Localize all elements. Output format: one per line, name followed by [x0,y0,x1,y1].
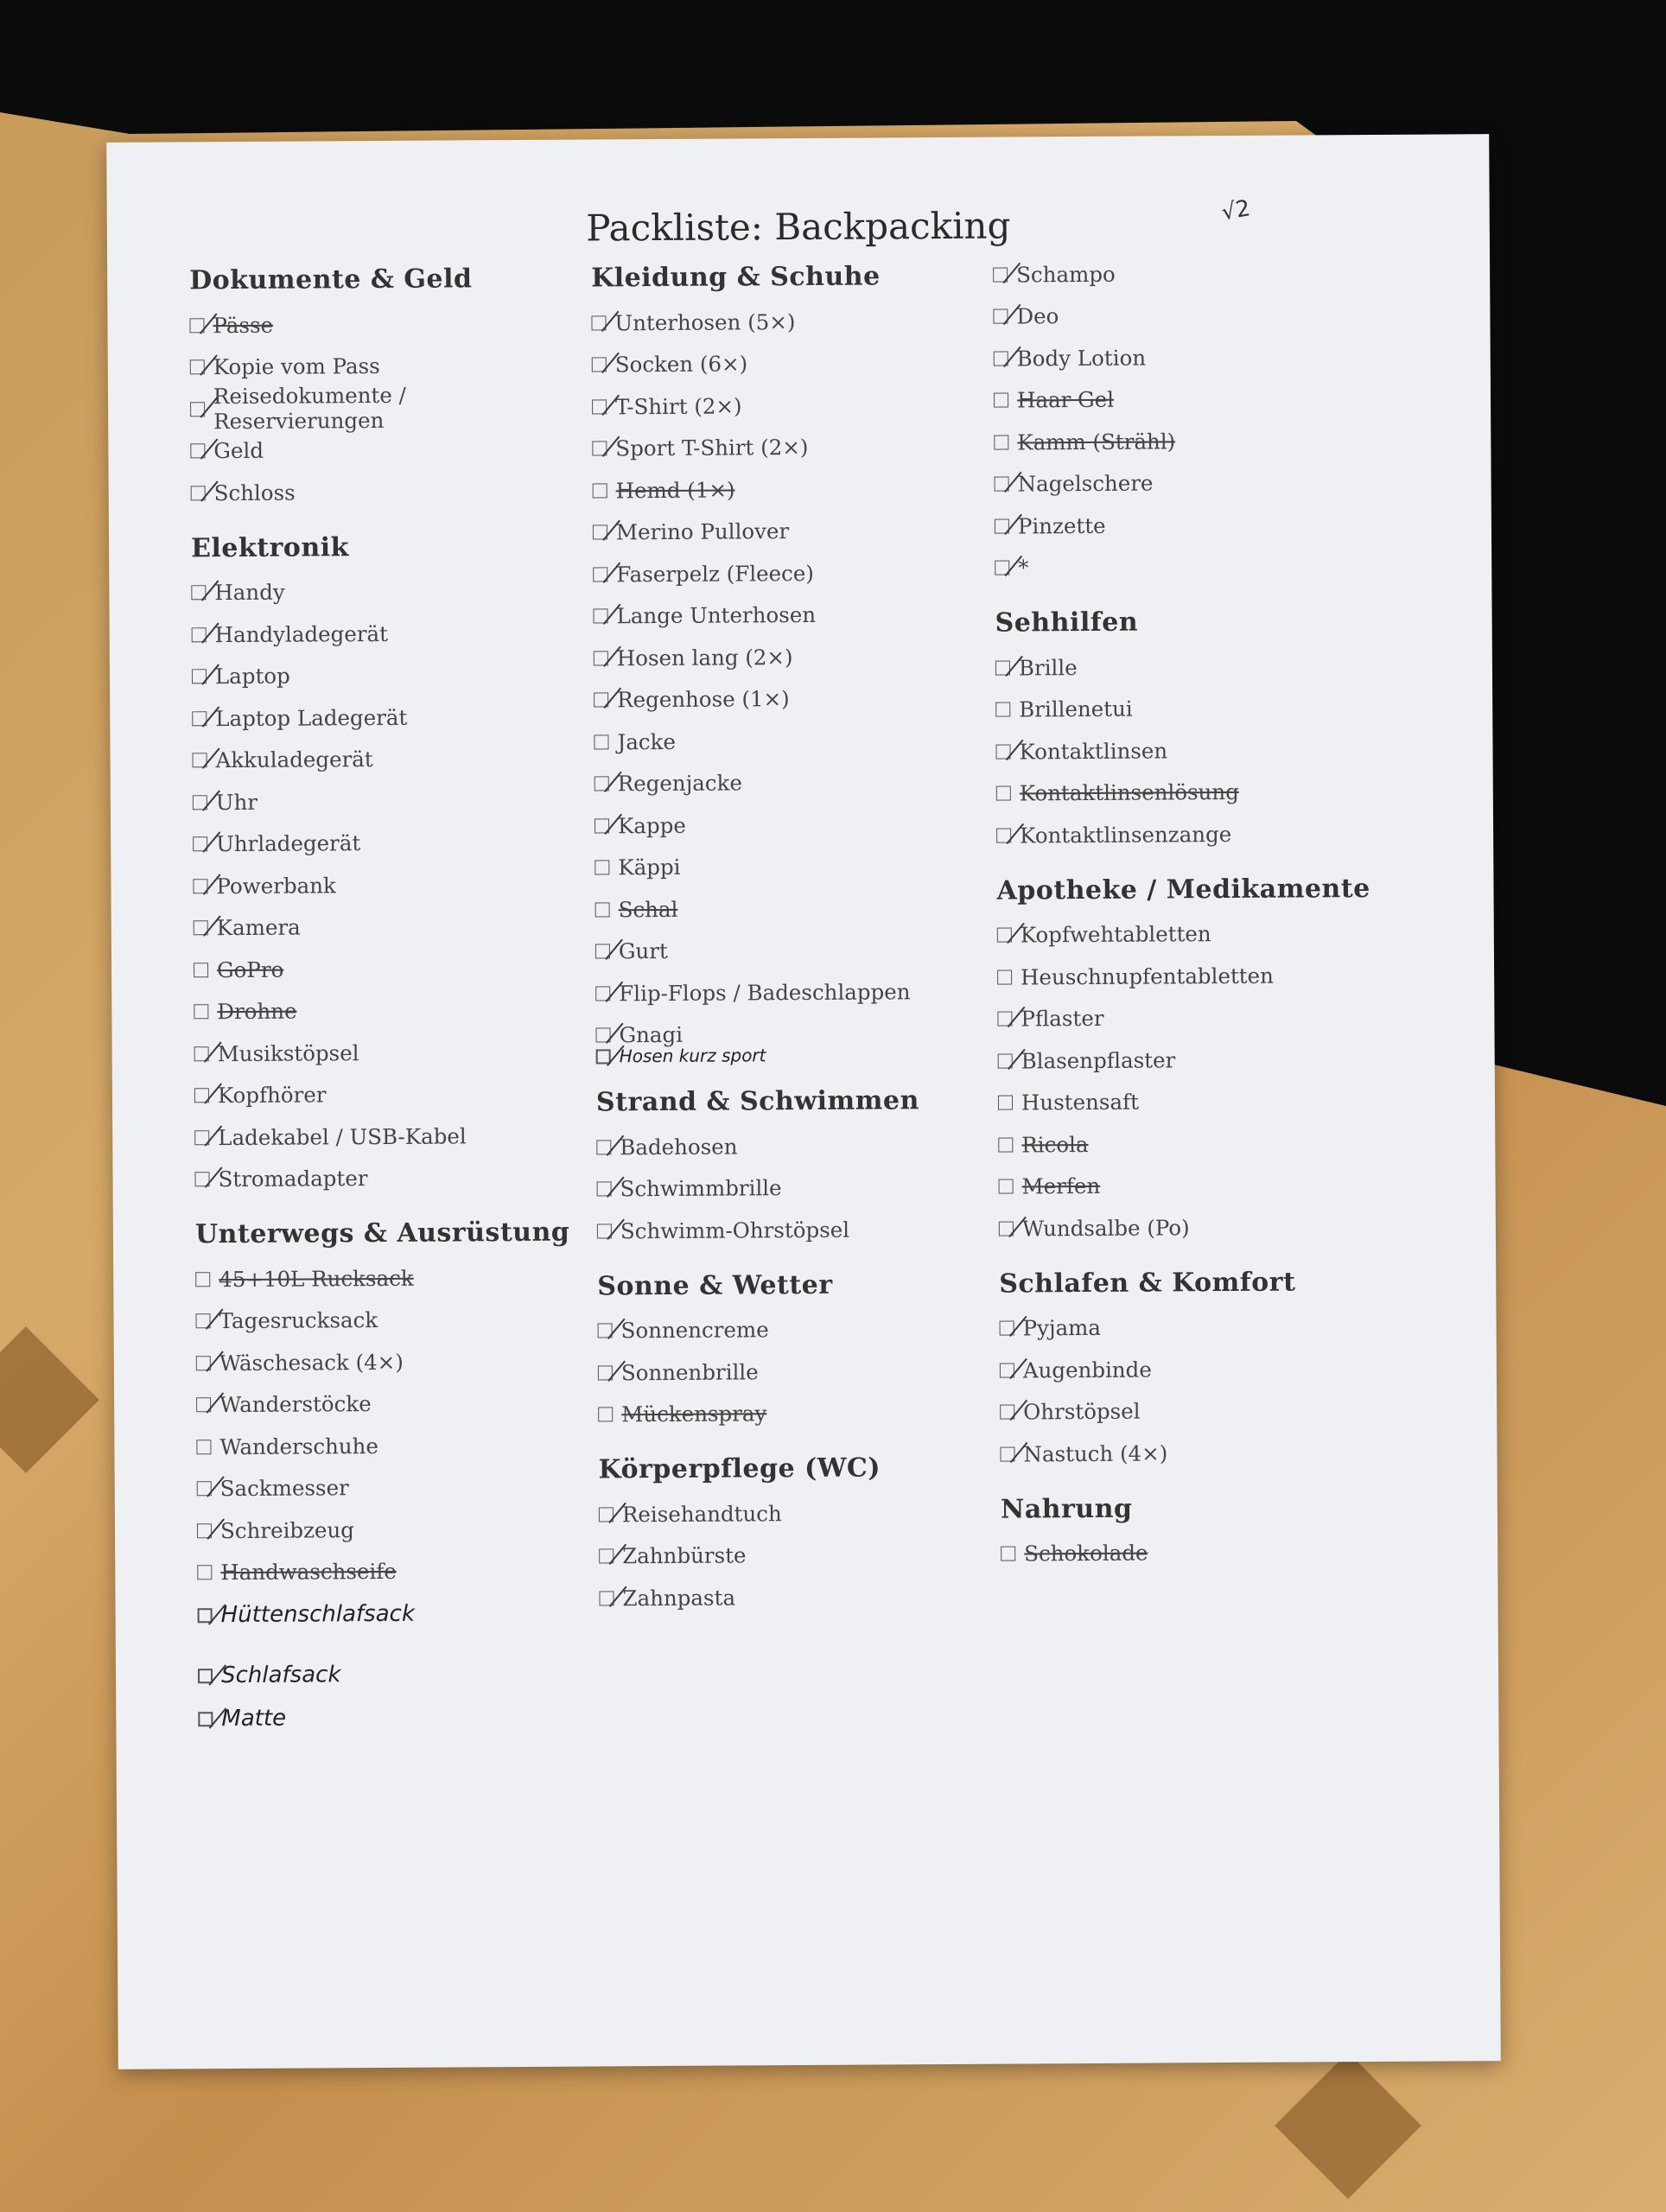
checklist-section [996,873,1431,1249]
checkbox[interactable] [193,836,207,851]
item-label: Kontaktlinsen [1019,738,1168,765]
checklist-item[interactable] [998,1038,1430,1083]
checkbox[interactable] [198,1712,213,1726]
item-label: Handwaschseife [220,1559,397,1586]
checklist-item[interactable] [998,1079,1430,1124]
checkbox[interactable] [591,315,606,330]
checklist-item[interactable] [193,821,573,865]
checkbox[interactable] [190,402,205,416]
checklist-section [189,264,571,514]
checkbox[interactable] [594,651,608,665]
item-label: Sonnenbrille [620,1359,759,1386]
checkbox[interactable] [993,309,1008,324]
checklist-section [195,1217,579,1741]
checkbox[interactable] [192,627,207,642]
item-label: Ricola [1021,1131,1089,1158]
checklist-section [598,1452,979,1619]
checkbox[interactable] [195,1272,210,1287]
checklist-item[interactable] [993,293,1425,338]
item-label: Tagesrucksack [219,1307,378,1334]
checklist-item[interactable] [593,467,973,512]
item-label: Blasenpflaster [1021,1047,1176,1074]
item-label: Geld [213,438,264,464]
checklist-item[interactable] [193,863,573,907]
checklist-item[interactable] [194,947,574,991]
item-label: T-Shirt (2×) [614,393,742,420]
item-label: 45+10L Rucksack [219,1265,414,1292]
checklist-item[interactable] [196,1340,576,1384]
handwritten-label: Hüttenschlafsack [220,1600,416,1629]
handwritten-mark: √2 [1219,195,1253,226]
section-heading: Strand & Schwimmen [595,1085,919,1118]
checkbox[interactable] [193,795,207,810]
checklist-section [995,606,1429,857]
checklist-item[interactable] [999,1205,1431,1250]
checkbox[interactable] [598,1365,613,1380]
item-label: Kopfhörer [217,1082,327,1109]
item-label: Faserpelz (Fleece) [616,560,814,588]
checklist-item[interactable] [194,1031,575,1075]
checkbox[interactable] [198,1608,213,1623]
checklist-item[interactable] [196,1424,576,1468]
checklist-item[interactable] [195,1298,575,1342]
checklist-section [191,531,575,1200]
checklist-item[interactable] [598,1350,978,1394]
checkbox[interactable] [193,753,207,767]
checklist-item[interactable] [595,760,975,804]
checkbox[interactable] [1001,1547,1015,1561]
section-heading: Körperpflege (WC) [598,1452,881,1485]
item-label: Haar Gel [1016,387,1115,413]
checkbox[interactable] [193,879,207,893]
checklist-item[interactable] [197,1508,577,1552]
checklist-item[interactable] [993,251,1425,296]
checklist-item[interactable] [595,970,976,1014]
checklist-item[interactable] [994,335,1426,380]
checklist-section [596,1085,977,1252]
checklist-item[interactable] [193,779,573,823]
item-label: Handyladegerät [214,620,389,647]
checklist-item[interactable] [189,302,569,346]
checkbox[interactable] [197,1523,212,1538]
checklist-item[interactable] [191,569,571,613]
checklist-item[interactable] [596,1166,976,1210]
checklist-item[interactable] [596,1124,976,1168]
checklist-item[interactable] [1000,1389,1432,1433]
checklist-item[interactable] [592,341,972,385]
checkbox[interactable] [998,1053,1013,1068]
checklist-item[interactable] [192,653,572,697]
item-label: Schokolade [1024,1540,1148,1567]
checklist-item[interactable] [192,612,572,656]
item-label: GoPro [216,957,284,982]
checklist-item[interactable] [592,384,972,428]
checkbox[interactable] [993,267,1008,282]
checkbox[interactable] [998,1137,1013,1152]
item-label: Lange Unterhosen [616,602,817,629]
checkbox[interactable] [194,963,208,977]
item-label: Wanderstöcke [219,1391,372,1418]
checkbox[interactable] [194,1130,209,1145]
checklist-item[interactable] [1001,1530,1433,1575]
checklist-item[interactable] [595,887,975,931]
item-label: Musikstöpsel [217,1039,359,1066]
checklist-item[interactable] [994,461,1426,505]
column-3 [993,251,1433,1594]
checklist-item[interactable] [599,1533,979,1577]
item-label: Akkuladegerät [215,747,373,773]
item-label: Socken (6×) [614,351,748,378]
checkbox[interactable] [997,969,1012,984]
item-label: Schal [618,896,678,923]
checkbox[interactable] [997,928,1012,943]
checklist-item[interactable] [190,428,570,472]
checklist-item[interactable] [591,300,971,344]
checklist-item[interactable] [597,1307,977,1351]
item-label: Brillenetui [1019,696,1133,722]
item-label: Pinzette [1017,512,1106,539]
item-label: Hosen lang (2×) [616,644,793,671]
checklist-item[interactable] [595,928,976,972]
checklist-item[interactable] [599,1575,979,1619]
checklist-paper [106,134,1501,2069]
checkbox[interactable] [190,359,205,374]
checkbox[interactable] [999,1221,1014,1236]
checkbox[interactable] [599,1591,614,1605]
item-label: Pflaster [1021,1006,1104,1032]
item-label: Kappe [617,812,686,839]
item-label: Ohrstöpsel [1023,1398,1141,1425]
checklist-item[interactable] [192,737,572,781]
checkbox[interactable] [593,483,607,498]
checklist-item[interactable] [996,770,1428,815]
checkbox[interactable] [593,567,607,582]
checklist-item[interactable] [997,954,1429,999]
item-label: Jacke [617,728,677,755]
checklist-item[interactable] [998,1122,1430,1166]
checklist-item[interactable] [190,383,570,435]
item-label: Stromadapter [218,1166,368,1192]
checkbox[interactable] [1000,1363,1014,1377]
checkbox[interactable] [996,828,1011,842]
checkbox[interactable] [999,1179,1014,1194]
checkbox[interactable] [597,1182,612,1197]
checklist-item[interactable] [594,677,974,721]
checklist-item[interactable] [597,1208,977,1252]
checkbox[interactable] [595,902,610,917]
item-label: Schreibzeug [219,1516,354,1543]
checklist-item[interactable] [194,1156,575,1200]
item-label: Käppi [618,855,681,880]
wood-inlay-left [0,1326,99,1473]
checklist-item[interactable] [1000,1347,1432,1392]
item-label: Kontaktlinsenlösung [1019,779,1239,806]
checkbox[interactable] [191,585,206,600]
handwritten-label: Schlafsack [220,1662,341,1689]
item-label: Drohne [217,998,297,1025]
checklist-item[interactable] [594,635,974,679]
page-title: Packliste: Backpacking [586,204,1011,250]
checklist-item[interactable] [995,503,1427,548]
section-heading: Sehhilfen [995,607,1139,639]
checkbox[interactable] [194,1004,208,1019]
checkbox[interactable] [599,1549,614,1564]
item-label: Nastuch (4×) [1023,1440,1168,1467]
item-label: Body Lotion [1016,345,1147,372]
item-label: Nagelschere [1017,470,1154,497]
checklist-section [993,251,1427,589]
checkbox[interactable] [198,1669,213,1683]
checklist-section [999,1266,1432,1475]
section-heading: Elektronik [190,531,349,563]
checkbox[interactable] [192,711,207,726]
checkbox[interactable] [995,477,1009,492]
checkbox[interactable] [997,1012,1012,1027]
checkbox[interactable] [191,486,206,500]
item-label: * [1018,555,1029,581]
checkbox[interactable] [196,1440,211,1454]
item-label: Augenbinde [1022,1357,1152,1383]
handwritten-item[interactable] [197,1592,577,1637]
checklist-item[interactable] [998,1163,1430,1208]
checkbox[interactable] [594,609,608,624]
section-heading: Dokumente & Geld [189,264,473,296]
checkbox[interactable] [598,1408,613,1422]
checkbox[interactable] [1000,1321,1014,1336]
item-label: Handy [214,579,285,606]
wood-inlay-bottom [1275,2052,1421,2199]
checkbox[interactable] [595,944,610,959]
checklist-item[interactable] [995,645,1428,690]
checkbox[interactable] [595,986,610,1001]
checkbox[interactable] [995,744,1010,759]
checkbox[interactable] [1000,1405,1014,1420]
checkbox[interactable] [592,442,607,456]
item-label: Flip-Flops / Badeschlappen [619,978,911,1007]
item-label: Zahnpasta [622,1585,736,1611]
checklist-item[interactable] [195,1256,575,1300]
item-label: Powerbank [216,873,336,899]
checkbox[interactable] [196,1397,211,1412]
item-label: Badehosen [620,1134,738,1160]
checkbox[interactable] [998,1096,1013,1110]
checkbox[interactable] [598,1324,613,1338]
item-label: Regenjacke [617,770,743,797]
checkbox[interactable] [190,443,205,458]
section-heading: Schlafen & Komfort [999,1267,1296,1300]
checkbox[interactable] [995,561,1009,575]
checklist-section [591,261,976,1069]
item-label: Kopfwehtabletten [1020,921,1211,948]
checklist-item[interactable] [594,719,974,763]
checkbox[interactable] [197,1565,212,1580]
item-label: Schloss [213,480,296,505]
checkbox[interactable] [197,1481,212,1496]
checkbox[interactable] [196,1356,211,1370]
item-label: Laptop Ladegerät [215,704,408,731]
checkbox[interactable] [192,669,207,683]
checkbox[interactable] [593,525,607,540]
item-label: Zahnbürste [622,1542,747,1569]
checkbox[interactable] [596,1049,611,1064]
item-label: Regenhose (1×) [617,686,790,713]
checkbox[interactable] [599,1507,614,1522]
checklist-item[interactable] [598,1391,978,1435]
checklist-item[interactable] [997,995,1429,1040]
checklist-item[interactable] [194,1072,575,1116]
item-label: Mückenspray [621,1401,767,1427]
checklist-item[interactable] [996,812,1428,857]
checkbox[interactable] [189,318,204,333]
checklist-item[interactable] [191,470,571,514]
checkbox[interactable] [592,358,607,372]
checkbox[interactable] [594,734,608,749]
checklist-item[interactable] [194,988,574,1033]
item-label: Kontaktlinsenzange [1020,821,1232,849]
checklist-item[interactable] [593,509,973,553]
item-label: Schwimmbrille [620,1175,782,1202]
item-label: Merfen [1021,1173,1101,1199]
checklist-item[interactable] [997,912,1429,957]
checkbox[interactable] [994,435,1008,449]
checklist-item[interactable] [592,425,972,469]
checklist-item[interactable] [595,844,975,888]
item-label: Gurt [618,938,668,964]
checkbox[interactable] [995,518,1009,533]
checklist-section [1001,1491,1434,1575]
item-label: Uhr [215,789,258,815]
checkbox[interactable] [595,861,609,875]
checklist-item[interactable] [599,1491,979,1535]
item-label: Reisehandtuch [621,1500,782,1528]
item-label: Wäschesack (4×) [219,1349,404,1376]
item-label: Pyjama [1022,1315,1102,1341]
column-1 [189,257,579,1760]
item-label: Sonnencreme [620,1317,769,1344]
checkbox[interactable] [996,786,1011,801]
handwritten-item[interactable] [198,1695,578,1741]
checkbox[interactable] [194,1046,209,1061]
item-label: Pässe [213,312,274,338]
item-label: Kopie vom Pass [213,353,380,380]
checkbox[interactable] [995,660,1010,675]
item-label: Hemd (1×) [615,477,735,504]
checklist-item[interactable] [196,1382,576,1426]
checklist-item[interactable] [994,377,1426,422]
item-label: Wundsalbe (Po) [1021,1215,1190,1242]
checkbox[interactable] [595,777,609,791]
handwritten-item[interactable] [596,1042,976,1069]
checkbox[interactable] [995,702,1010,717]
handwritten-label: Matte [221,1705,287,1732]
checklist-item[interactable] [595,803,975,847]
item-label: Heuschnupfentabletten [1021,963,1274,990]
checklist-item[interactable] [197,1465,577,1510]
checklist-item[interactable] [995,686,1428,731]
item-label: Unterhosen (5×) [614,308,796,336]
checklist-item[interactable] [995,728,1428,773]
item-label: Uhrladegerät [216,830,361,857]
checkbox[interactable] [592,399,607,414]
handwritten-label: Hosen kurz sport [619,1045,766,1067]
checklist-item[interactable] [593,551,973,595]
checklist-item[interactable] [197,1549,577,1593]
checkbox[interactable] [994,351,1008,365]
item-label: Schampo [1016,261,1116,288]
checkbox[interactable] [194,1088,209,1103]
item-label: Merino Pullover [615,518,790,545]
checkbox[interactable] [194,920,208,935]
item-label: Schwimm-Ohrstöpsel [620,1217,850,1244]
checkbox[interactable] [194,1172,209,1186]
item-label: Hustensaft [1021,1089,1140,1116]
column-2 [591,254,980,1638]
checklist-item[interactable] [995,544,1427,589]
checklist-section [597,1268,978,1435]
checkbox[interactable] [596,1140,611,1154]
checkbox[interactable] [195,1313,210,1328]
checklist-item[interactable] [194,905,574,949]
item-label: Ladekabel / USB-Kabel [218,1123,467,1150]
section-heading: Kleidung & Schuhe [591,261,881,294]
item-label: Sackmesser [219,1475,349,1502]
item-label: Laptop [214,663,290,690]
item-label: Kamm (Strähl) [1017,429,1176,455]
checkbox[interactable] [1000,1446,1014,1461]
section-heading: Apotheke / Medikamente [996,873,1370,906]
item-label: Sport T-Shirt (2×) [615,435,809,461]
item-label: Reisedokumente / Reservierungen [213,383,406,435]
checklist-item[interactable] [192,696,572,740]
item-label: Gnagi [619,1022,684,1048]
checkbox[interactable] [597,1224,612,1238]
checklist-item[interactable] [194,1115,575,1159]
checklist-item[interactable] [999,1305,1431,1350]
handwritten-item[interactable] [198,1652,578,1698]
section-heading: Sonne & Wetter [597,1269,833,1301]
checkbox[interactable] [994,393,1008,408]
checkbox[interactable] [595,818,609,833]
checklist-item[interactable] [1000,1431,1432,1476]
item-label: Brille [1018,654,1078,681]
item-label: Wanderschuhe [219,1433,378,1459]
checkbox[interactable] [594,693,608,708]
checklist-item[interactable] [994,419,1426,464]
checklist-item[interactable] [593,593,973,637]
section-heading: Nahrung [1000,1493,1133,1525]
item-label: Kamera [216,914,301,941]
section-heading: Unterwegs & Ausrüstung [194,1217,570,1250]
item-label: Deo [1016,303,1059,329]
